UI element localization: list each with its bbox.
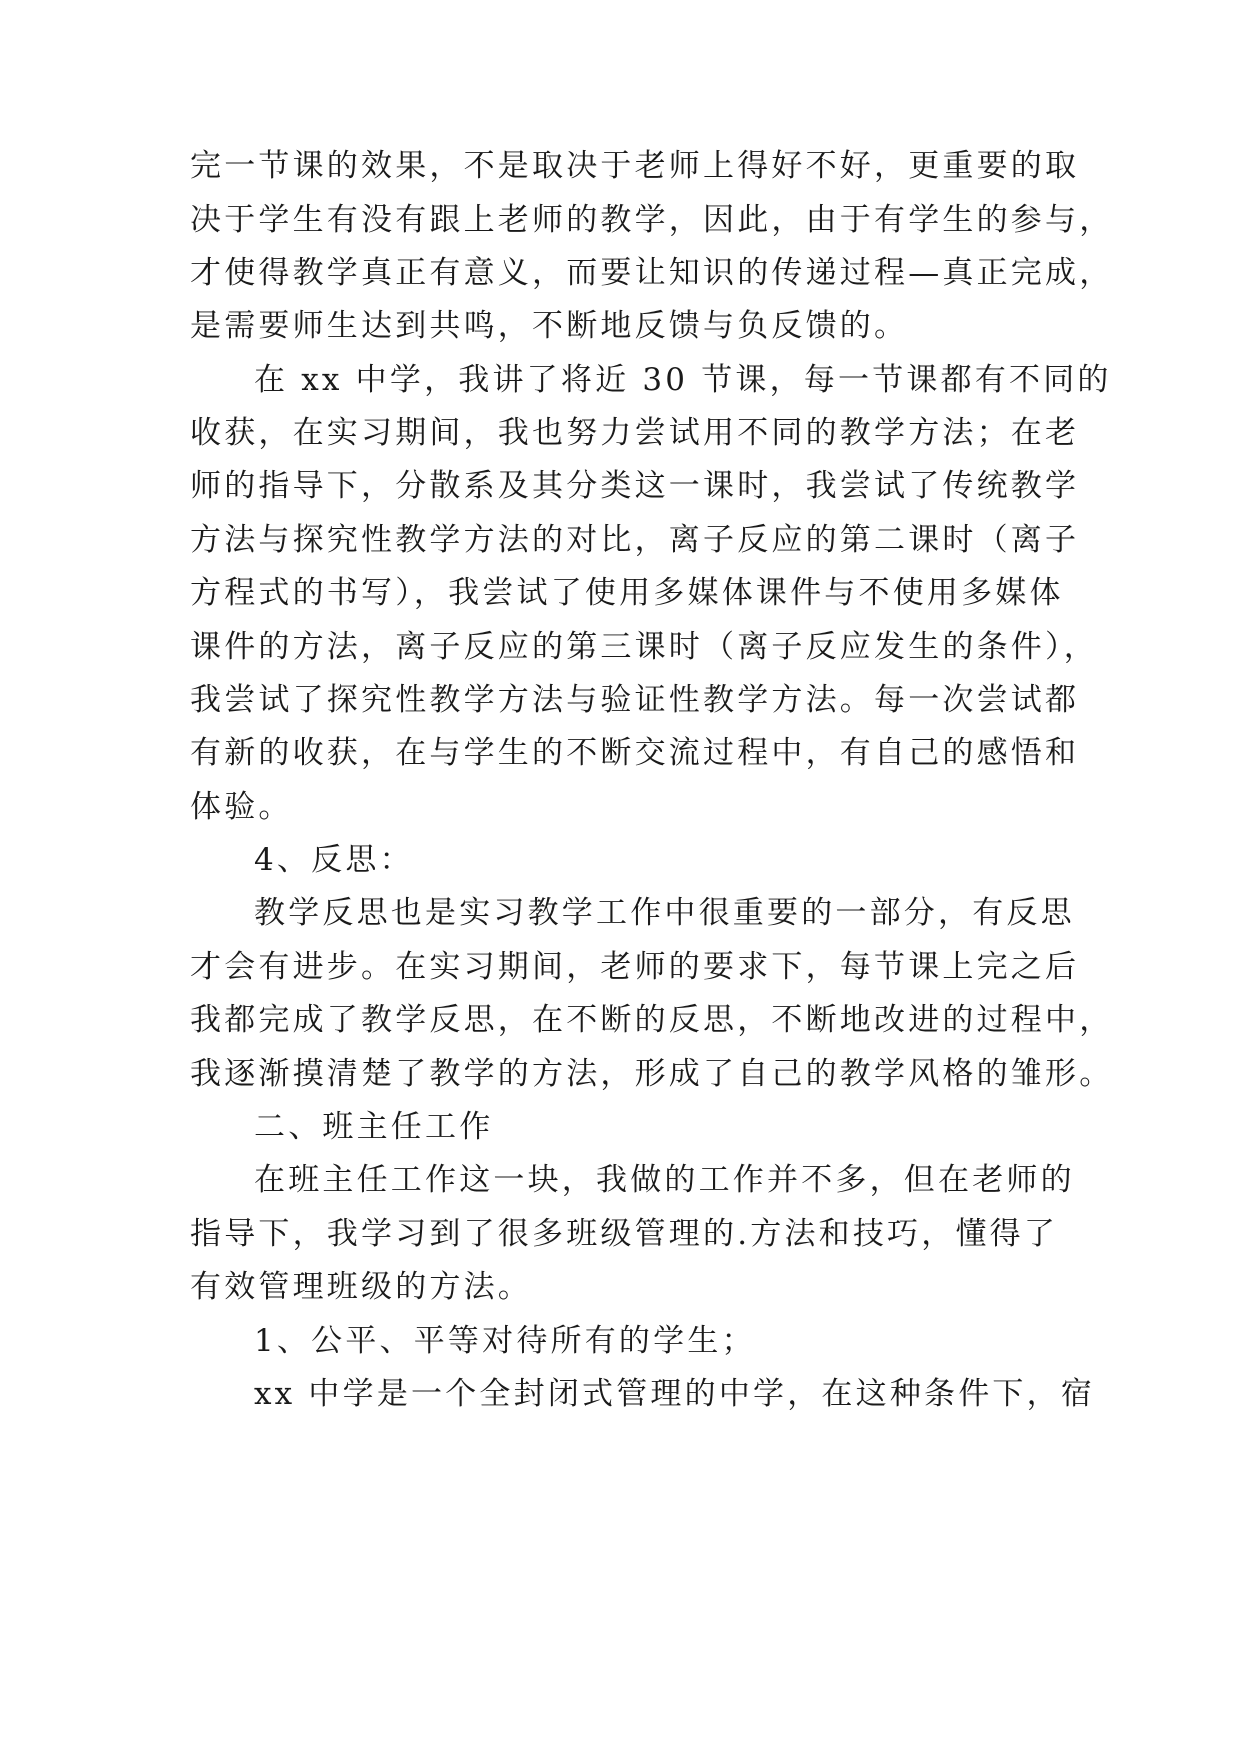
section-heading: 1、公平、平等对待所有的学生； [254,1323,756,1359]
section-heading: 二、班主任工作 [254,1109,494,1145]
paragraph-line: 教学反思也是实习教学工作中很重要的一部分，有反思 [254,895,1075,931]
paragraph-line: 是需要师生达到共鸣，不断地反馈与负反馈的。 [190,308,909,344]
section-heading: 4、反思： [254,842,414,878]
paragraph-line: 完一节课的效果，不是取决于老师上得好不好，更重要的取 [190,148,1080,184]
paragraph-line: 方法与探究性教学方法的对比，离子反应的第二课时（离子 [190,522,1080,558]
paragraph-line: xx 中学是一个全封闭式管理的中学，在这种条件下，宿 [254,1376,1096,1412]
paragraph-line: 我都完成了教学反思，在不断的反思，不断地改进的过程中， [190,1002,1114,1038]
paragraph-line: 有效管理班级的方法。 [190,1269,532,1305]
paragraph-line: 方程式的书写），我尝试了使用多媒体课件与不使用多媒体 [190,575,1064,611]
paragraph-line: 决于学生有没有跟上老师的教学，因此，由于有学生的参与， [190,202,1114,238]
paragraph-line: 指导下，我学习到了很多班级管理的.方法和技巧，懂得了 [190,1216,1059,1252]
paragraph-line: 我逐渐摸清楚了教学的方法，形成了自己的教学风格的雏形。 [190,1056,1114,1092]
paragraph-line: 收获，在实习期间，我也努力尝试用不同的教学方法；在老 [190,415,1080,451]
paragraph-line: 在班主任工作这一块，我做的工作并不多，但在老师的 [254,1162,1075,1198]
paragraph-line: 在 xx 中学，我讲了将近 30 节课，每一节课都有不同的 [254,362,1112,398]
paragraph-line: 课件的方法，离子反应的第三课时（离子反应发生的条件）， [190,629,1098,665]
paragraph-line: 才使得教学真正有意义，而要让知识的传递过程—真正完成， [190,255,1114,291]
paragraph-line: 才会有进步。在实习期间，老师的要求下，每节课上完之后 [190,949,1080,985]
paragraph-line: 有新的收获，在与学生的不断交流过程中，有自己的感悟和 [190,735,1080,771]
paragraph-line: 体验。 [190,789,293,825]
paragraph-line: 我尝试了探究性教学方法与验证性教学方法。每一次尝试都 [190,682,1080,718]
paragraph-line: 师的指导下，分散系及其分类这一课时，我尝试了传统教学 [190,468,1080,504]
